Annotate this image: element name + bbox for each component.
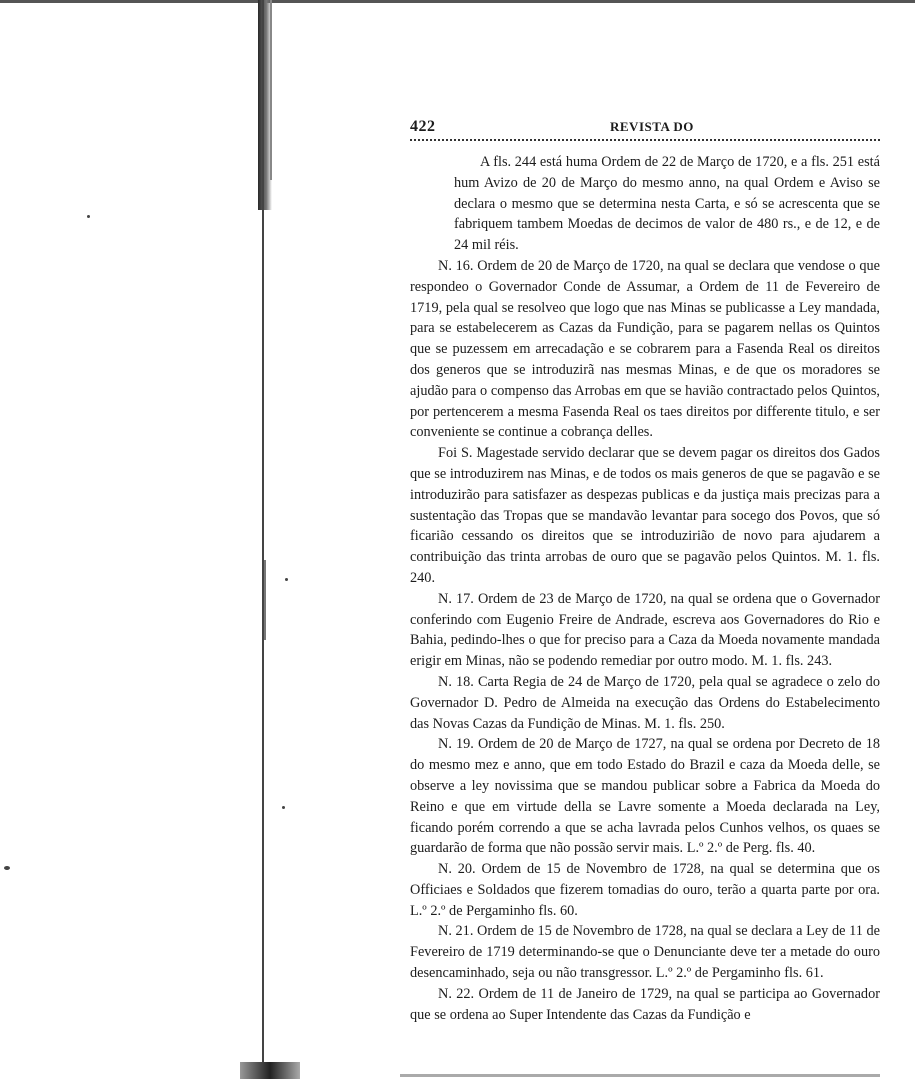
paragraph-number: N. 19.	[438, 736, 474, 753]
paragraph-number: N. 17.	[438, 590, 474, 607]
paragraph-number: N. 16.	[438, 257, 474, 274]
scan-speck	[4, 866, 10, 870]
paragraph-number: N. 21.	[438, 923, 474, 940]
paragraph-text: Ordem de 15 de Novembro de 1728, na qual se determina que os Officiaes e Soldados que fizerem tomadias do ouro, terão a quarta parte por ora. L.º 2.º de Pergaminho fls. 60.	[410, 861, 880, 919]
binding-line	[262, 0, 264, 1079]
paragraph	[410, 672, 880, 734]
paragraph-text: Ordem de 23 de Março de 1720, na qual se ordena que o Governador conferindo com Eugenio Freire de Andrade, escreva aos Governadores do Rio e Bahia, pedindo-lhes o que for preciso para a Caza da Moeda novamente mandada erigir em Minas, não se podendo remediar por outro modo. M. 1. fls. 243.	[410, 590, 880, 670]
paragraph-text: Foi S. Magestade servido declarar que se devem pagar os direitos dos Gados que se introduzirem nas Minas, e de todos os mais generos de que se pagavão e se introduzirão para satisfazer as despezas publicas e da justiça mais precizas para a sustentação das Tropas que se mandavão levantar para socego dos Povos, que só ficarião cessando os direitos que se introduzirião de novo para ajudarem a contribuição das trinta arrobas de ouro que se pagavão pelos Quintos. M. 1. fls. 240.	[410, 445, 880, 586]
scan-speck	[285, 578, 288, 581]
paragraph-number: N. 20.	[438, 861, 476, 878]
paragraph-text: Ordem de 15 de Novembro de 1728, na qual se declara a Ley de 11 de Fevereiro de 1719 determinando-se que o Denunciante deve ter a metade do ouro desencaminhado, seja ou não transgressor. L.º 2.º de Pergaminho fls. 61.	[410, 923, 880, 982]
header-rule	[410, 139, 880, 141]
paragraph	[410, 921, 880, 983]
paragraph	[454, 152, 880, 256]
paragraph	[410, 734, 880, 859]
body-text	[410, 152, 880, 1025]
scan-bottom-edge	[400, 1074, 880, 1077]
running-head: REVISTA DO	[610, 119, 694, 134]
paragraph-text: A fls. 244 está huma Ordem de 22 de Março de 1720, e a fls. 251 está hum Avizo de 20 de Março do mesmo anno, na qual Ordem e Aviso se declara o mesmo que se determina nesta Carta, e só se acrescenta que se fabriquem tambem Moedas de decimos de valor de 480 rs., e de 12, e de 24 mil réis.	[454, 154, 880, 254]
paragraph	[410, 859, 880, 921]
paragraph-number: N. 22.	[438, 985, 475, 1002]
paragraph	[410, 984, 880, 1026]
paragraph	[410, 589, 880, 672]
page-header	[410, 118, 880, 142]
binding-mark	[264, 560, 266, 640]
binding-bottom-shadow	[240, 1062, 300, 1079]
paragraph	[410, 443, 880, 589]
paragraph-text: Ordem de 11 de Janeiro de 1729, na qual se participa ao Governador que se ordena ao Super Intendente das Cazas da Fundição e	[410, 985, 880, 1023]
scan-top-edge	[0, 0, 915, 3]
scan-speck	[282, 806, 285, 809]
scan-speck	[87, 215, 90, 218]
page-number: 422	[410, 118, 436, 135]
paragraph-number: N. 18.	[438, 673, 474, 690]
paragraph-text: Carta Regia de 24 de Março de 1720, pela qual se agradece o zelo do Governador D. Pedro de Almeida na execução das Ordens do Estabelecimento das Novas Cazas da Fundição de Minas. M. 1. fls. 250.	[410, 673, 880, 732]
paragraph-text: Ordem de 20 de Março de 1727, na qual se ordena por Decreto de 18 do mesmo mez e anno, que em todo Estado do Brazil e caza da Moeda delle, se observe a ley novissima que se mandou publicar sobre a Fabrica da Moeda do Reino e que em virtude della se Lavre somente a Moeda declarada na Ley, ficando porém correndo a que se acha lavrada pelos Cunhos velhos, os quaes se guardarão de forma que não possão servir mais. L.º 2.º de Perg. fls. 40.	[410, 736, 880, 857]
binding-line-secondary	[270, 0, 272, 180]
paragraph	[410, 256, 880, 443]
paragraph-text: Ordem de 20 de Março de 1720, na qual se declara que vendose o que respondeo o Governador Conde de Assumar, a Ordem de 11 de Fevereiro de 1719, pela qual se resolveo que logo que nas Minas se publicasse a Ley mandada, para se estabelecerem as Cazas da Fundição, para se pagarem nellas os Quintos que se puzessem em arrecadação e se cobrarem para a Fasenda Real os direitos dos generos que se introduzirã nas mesmas Minas, e de que os moradores se ajudão para o compenso das Arrobas em que se havião contractado pelos Quintos, por pertencerem a mesma Fasenda Real os taes direitos por differente titulo, e ser conveniente se continue a cobrança delles.	[410, 257, 880, 441]
